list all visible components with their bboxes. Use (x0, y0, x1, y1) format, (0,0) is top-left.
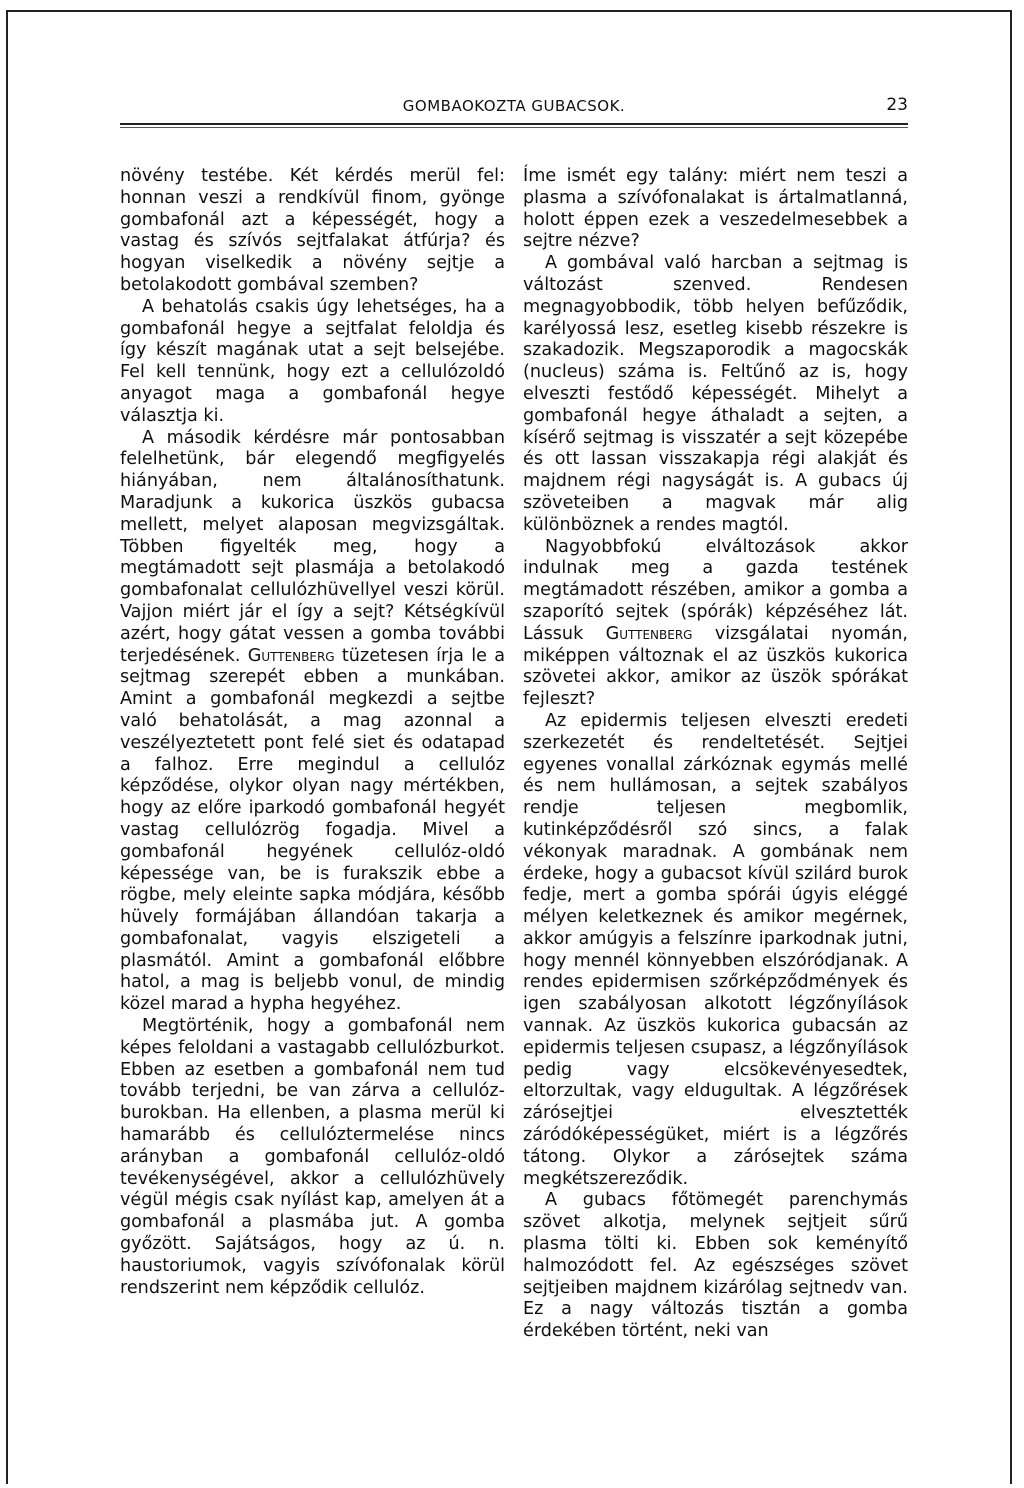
running-head (120, 95, 908, 121)
right-column (523, 166, 908, 1343)
paragraph-text: A második kérdésre már pontosabban felelhetünk, bár elegendő megfigyelés hiányában, nem általánosíthatunk. Maradjunk a kukorica üszkös gubacsa mellett, melyet alaposan megvizsgáltak. Többen figyelték meg, hogy a megtámadott sejt plasmája a betolakodó gombafonalat cellulózhüvellyel veszi körül. Vajjon miért jár el így a sejt? Kétségkívül azért, hogy gátat vessen a gomba további terjedésének. (120, 427, 505, 666)
page-number: 23 (886, 95, 908, 115)
book-page (120, 95, 908, 1343)
paragraph-text: Nagyobbfokú elváltozások akkor indulnak meg a gazda testének megtámadott részében, amikor a gomba a szaporító sejtek (spórák) képzéséhez lát. Lássuk (523, 536, 908, 644)
scan-border-right (1010, 10, 1012, 1484)
paragraph-text: vizsgálatai nyomán, miképpen változnak el az üszkös kukorica szövetei akkor, amikor az üszök spórákat fejleszt? (523, 623, 909, 710)
paragraph: növény testébe. Két kérdés merül fel: honnan veszi a rendkívül finom, gyönge gombafonál azt a képességét, hogy a vastag és szívós sejtfalakat átfúrja? és hogyan viselkedik a növény sejtje a betolakodott gombával szemben? (120, 166, 505, 295)
author-name: Guttenberg (247, 645, 335, 666)
running-title: GOMBAOKOZTA GUBACSOK. (402, 97, 626, 115)
paragraph: Íme ismét egy talány: miért nem teszi a plasma a szívófonalakat is ártalmatlanná, holott éppen ezek a veszedelmesebbek a sejtre nézve? (523, 166, 908, 252)
paragraph: A gubacs főtömegét parenchymás szövet alkotja, melynek sejtjeit sűrű plasma tölti ki. Ebben sok keményítő halmozódott fel. Az egészséges szövet sejtjeiben majdnem kizárólag sejtnedv van. Ez a nagy változás tisztán a gomba érdekében történt, neki van (523, 1190, 908, 1342)
author-name: Guttenberg (605, 623, 693, 644)
paragraph: A behatolás csakis úgy lehetséges, ha a gombafonál hegye a sejtfalat feloldja és így készít magának utat a sejt belsejébe. Fel kell tennünk, hogy ezt a cellulózoldó anyagot maga a gombafonál hegye választja ki. (120, 296, 505, 426)
paragraph (523, 537, 908, 711)
paragraph-text: tüzetesen írja le a sejtmag szerepét ebben a munkában. Amint a gombafonál megkezdi a sejtbe való behatolását, a mag azonnal a veszélyeztetett pont felé siet és odatapad a falhoz. Erre megindul a cellulóz képződése, olykor olyan nagy mértékben, hogy az előre iparkodó gombafonál hegyét vastag cellulózrög fogadja. Mivel a gombafonál hegyének cellulóz-oldó képessége van, be is furakszik ebbe a rögbe, mely eleinte sapka módjára, később hüvely formájában állandóan takarja a gombafonalat, vagyis elszigeteli a plasmától. Amint a gombafonál előbbre hatol, a mag is beljebb vonul, de mindig közel marad a hypha hegyéhez. (120, 645, 506, 1015)
scan-border-top (8, 10, 1012, 12)
header-rule-thin (120, 127, 908, 128)
header-rule (120, 123, 908, 125)
scan-border-left (6, 10, 8, 1484)
text-columns (120, 166, 908, 1343)
paragraph: Az epidermis teljesen elveszti eredeti szerkezetét és rendeltetését. Sejtjei egyenes vonallal zárkóznak egymás mellé és nem hullámosan, a sejtek szabályos rendje teljesen megbomlik, kutinképződésről szó sincs, a falak vékonyak maradnak. A gombának nem érdeke, hogy a gubacsot kívül szilárd burok fedje, mert a gomba spórái úgyis eléggé mélyen keletkeznek és amikor megérnek, akkor amúgyis a felszínre iparkodnak jutni, hogy mennél könnyebben elszóródjanak. A rendes epidermisen szőrképződmények és igen szabályosan alkotott légzőnyílások vannak. Az üszkös kukorica gubacsán az epidermis teljesen csupasz, a légzőnyílások pedig vagy elcsökevényesedtek, eltorzultak, vagy eldugultak. A légzőrések zárósejtjei elvesztették záródóképességüket, miért is a légzőrés tátong. Olykor a zárósejtek száma megkétszereződik. (523, 710, 908, 1189)
paragraph: Megtörténik, hogy a gombafonál nem képes feloldani a vastagabb cellulózburkot. Ebben az esetben a gombafonál nem tud tovább terjedni, be van zárva a cellulóz-burokban. Ha ellenben, a plasma merül ki hamarább és cellulóztermelése nincs arányban a gombafonál cellulóz-oldó tevékenységével, akkor a cellulózhüvely végül mégis csak nyílást kap, amelyen át a gombafonál a plasmába jut. A gomba győzött. Sajátságos, hogy az ú. n. haustoriumok, vagyis szívófonalak körül rendszerint nem képződik cellulóz. (120, 1016, 505, 1298)
left-column (120, 166, 505, 1343)
paragraph: A gombával való harcban a sejtmag is változást szenved. Rendesen megnagyobbodik, több helyen befűződik, karélyossá lesz, esetleg kisebb részekre is szakadozik. Megszaporodik a magocskák (nucleus) száma is. Feltűnő az is, hogy elveszti festődő képességét. Mihelyt a gombafonál hegye áthaladt a sejten, a kísérő sejtmag is visszatér a sejt közepébe és ott lassan visszakapja régi alakját és majdnem régi nagyságát is. A gubacs új szöveteiben a magvak már alig különböznek a rendes magtól. (523, 253, 908, 535)
paragraph (120, 428, 505, 1017)
